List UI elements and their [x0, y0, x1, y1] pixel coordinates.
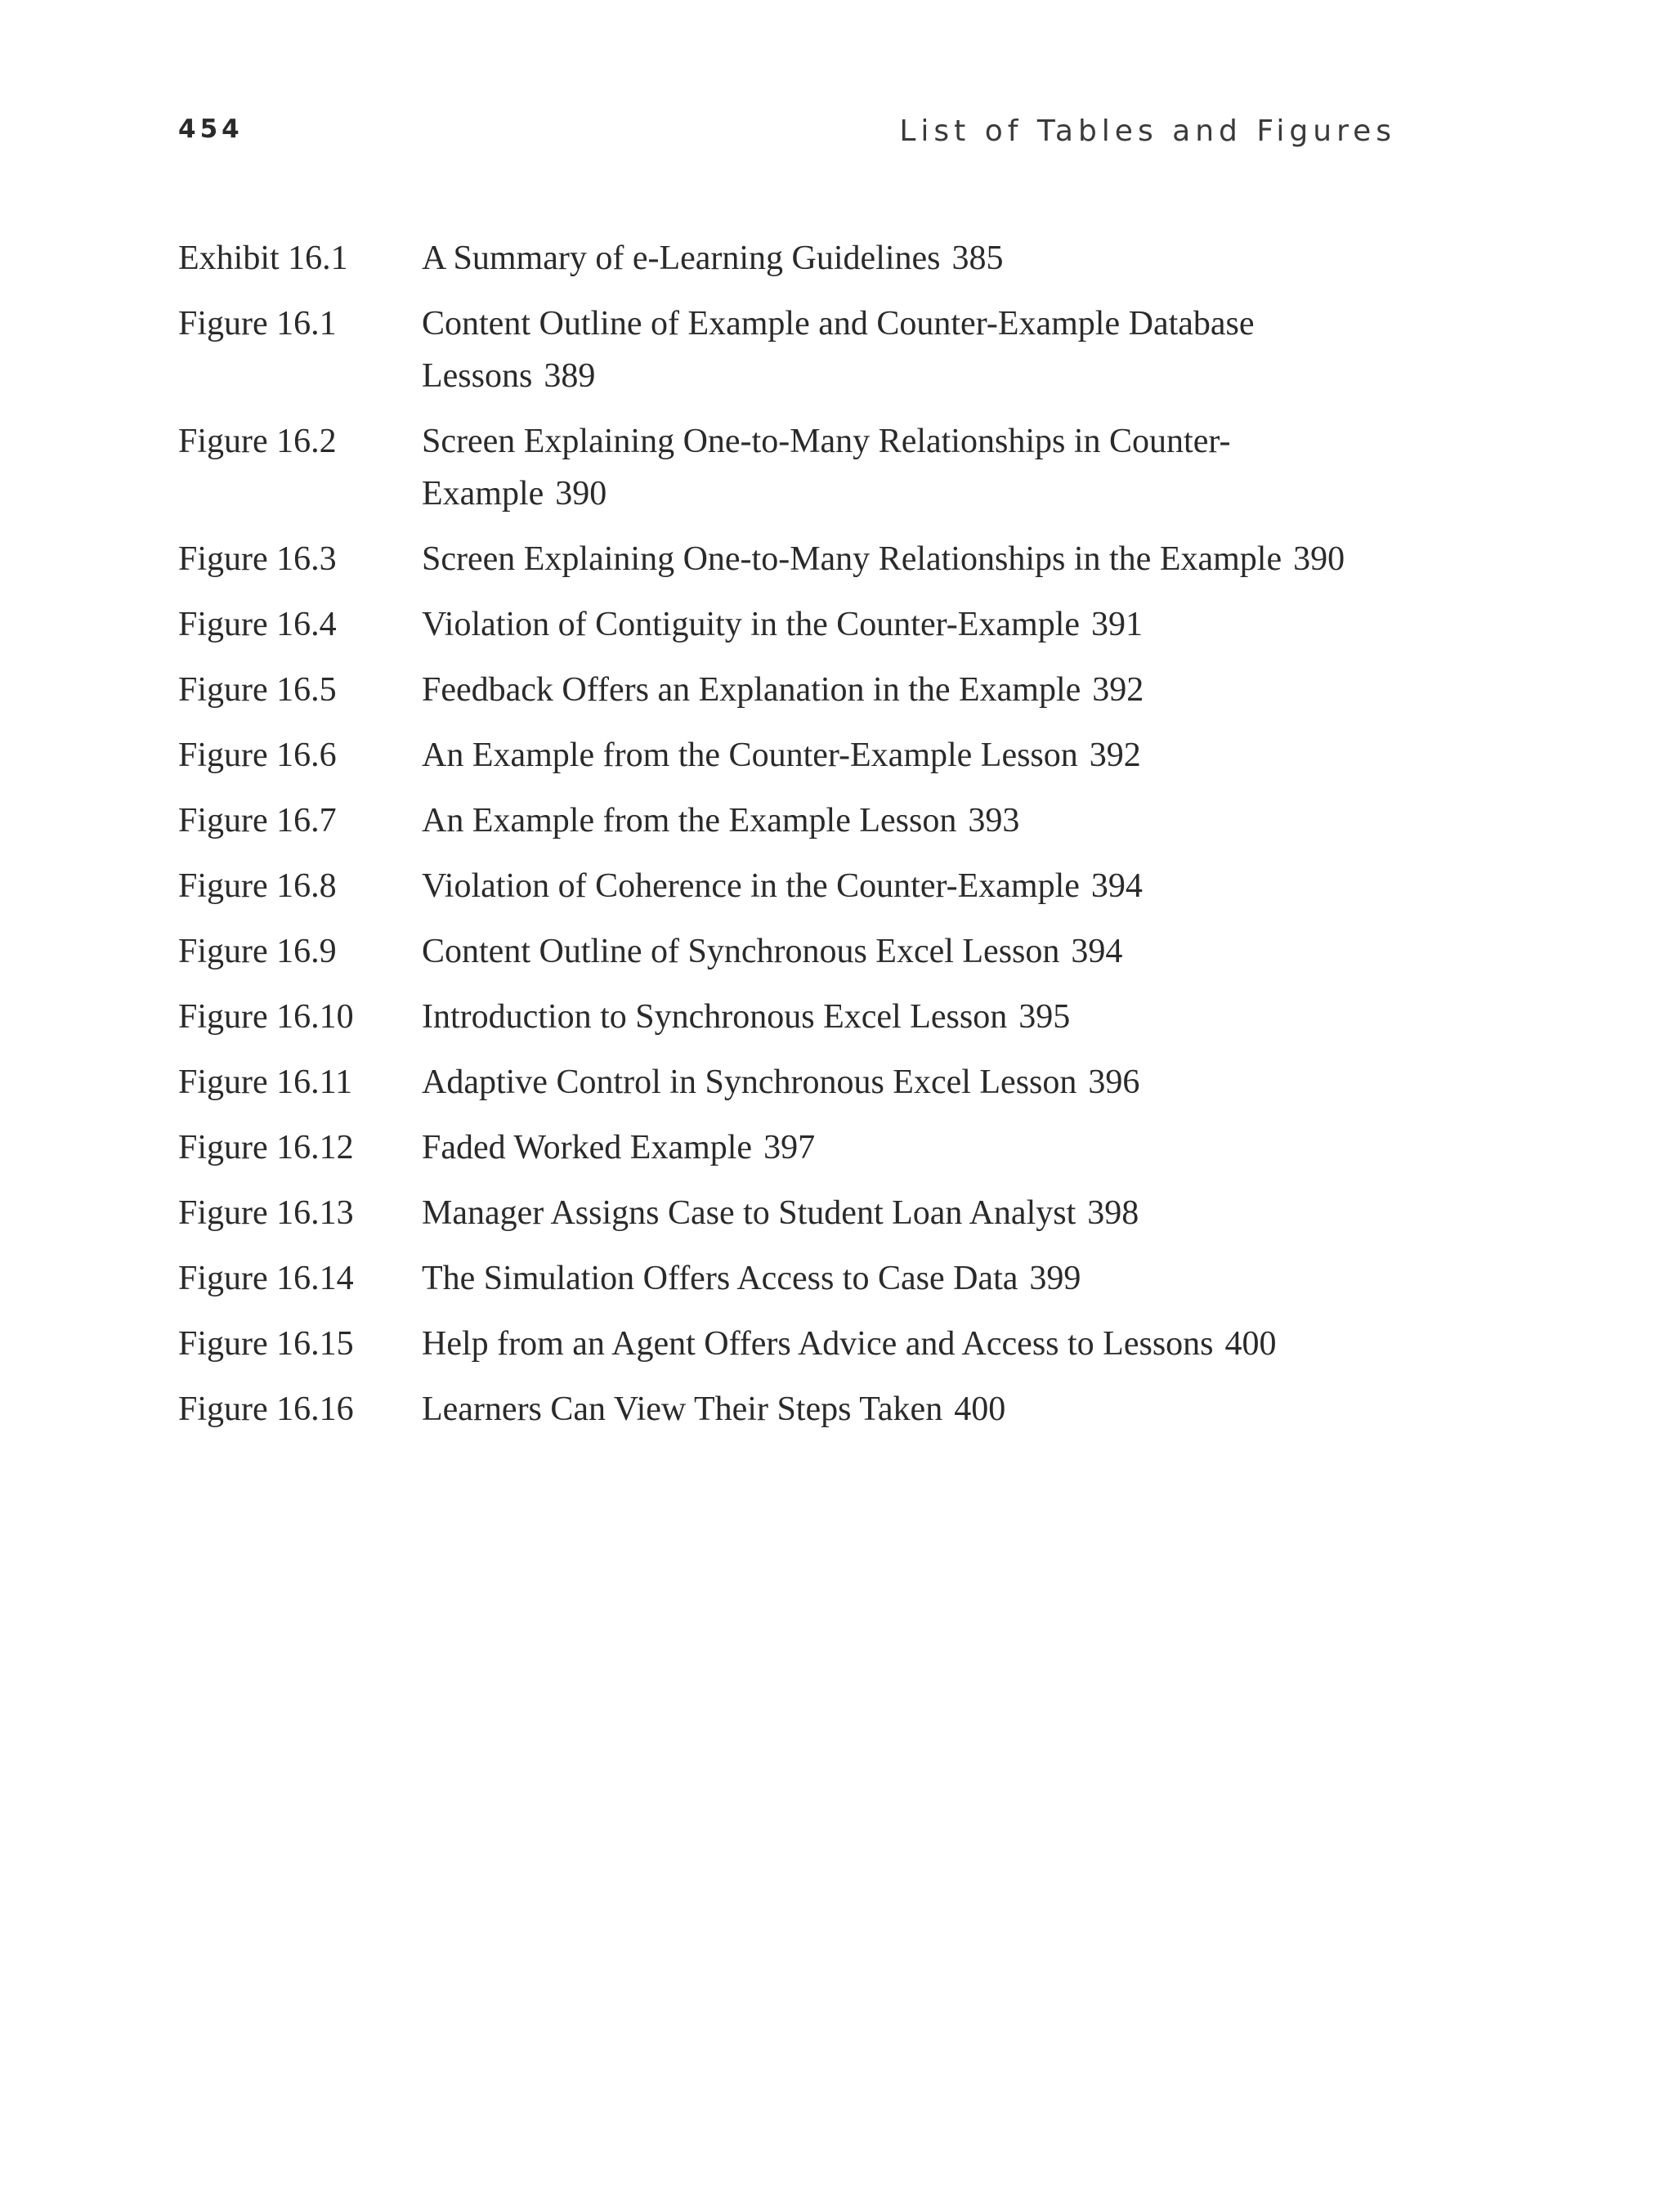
entry-title: An Example from the Counter-Example Lesson	[422, 737, 1078, 774]
entry-text	[422, 1318, 1396, 1370]
entry-text	[422, 925, 1396, 978]
entry-title: Feedback Offers an Explanation in the Example	[422, 671, 1081, 709]
entry-page-number: 398	[1087, 1194, 1139, 1232]
entry-title: Manager Assigns Case to Student Loan Analyst	[422, 1194, 1076, 1232]
list-item	[178, 1318, 1396, 1370]
page-number: 454	[178, 114, 244, 144]
entry-page-number: 400	[1224, 1325, 1277, 1363]
entry-label: Figure 16.8	[178, 867, 337, 905]
entry-text	[422, 298, 1288, 402]
entry-label: Figure 16.7	[178, 802, 337, 840]
entry-label: Figure 16.14	[178, 1260, 354, 1297]
entry-page-number: 392	[1089, 737, 1141, 774]
entry-title: A Summary of e-Learning Guidelines	[422, 240, 941, 277]
entry-label: Figure 16.16	[178, 1390, 354, 1428]
list-item	[178, 598, 1396, 651]
entry-title: An Example from the Example Lesson	[422, 802, 957, 840]
entry-page-number: 395	[1018, 998, 1071, 1036]
entry-label: Figure 16.11	[178, 1063, 353, 1101]
entry-page-number: 389	[544, 357, 596, 395]
list-item	[178, 925, 1396, 978]
entry-text	[422, 1056, 1396, 1108]
entry-text	[422, 860, 1396, 912]
entry-page-number: 396	[1088, 1063, 1140, 1101]
list-item	[178, 1187, 1396, 1239]
entry-label: Figure 16.4	[178, 606, 337, 643]
list-item	[178, 533, 1396, 585]
entry-text	[422, 232, 1396, 284]
entry-page-number: 394	[1090, 867, 1143, 905]
list-item	[178, 991, 1396, 1043]
list-item	[178, 1252, 1396, 1305]
entry-title: Content Outline of Example and Counter-Example Database Lessons	[422, 305, 1255, 395]
list-item	[178, 795, 1396, 847]
entry-text	[422, 1383, 1396, 1435]
entry-page-number: 400	[954, 1390, 1006, 1428]
entry-text	[422, 795, 1396, 847]
entry-title: Introduction to Synchronous Excel Lesson	[422, 998, 1008, 1036]
entry-title: Faded Worked Example	[422, 1129, 753, 1166]
entry-title: Content Outline of Synchronous Excel Lesson	[422, 933, 1060, 970]
entry-label: Figure 16.1	[178, 305, 337, 343]
list-item	[178, 1122, 1396, 1174]
entry-title: Violation of Contiguity in the Counter-Example	[422, 606, 1081, 643]
entry-label: Figure 16.3	[178, 540, 337, 578]
entry-page-number: 391	[1091, 606, 1144, 643]
entry-text	[422, 415, 1288, 520]
entry-page-number: 392	[1092, 671, 1144, 709]
entry-label: Figure 16.10	[178, 998, 354, 1036]
running-head: List of Tables and Figures	[899, 114, 1396, 148]
entry-text	[422, 664, 1396, 716]
entry-text	[422, 991, 1396, 1043]
entry-text	[422, 1187, 1396, 1239]
entry-label: Figure 16.9	[178, 933, 337, 970]
entry-text	[422, 1122, 1396, 1174]
entry-label: Figure 16.12	[178, 1129, 354, 1166]
entry-label: Figure 16.13	[178, 1194, 354, 1232]
list-item	[178, 298, 1396, 402]
entry-title: Learners Can View Their Steps Taken	[422, 1390, 943, 1428]
entry-text	[422, 533, 1396, 585]
list-item	[178, 232, 1396, 284]
entry-title: Help from an Agent Offers Advice and Access to Lessons	[422, 1325, 1214, 1363]
list-item	[178, 729, 1396, 781]
entry-title: The Simulation Offers Access to Case Data	[422, 1260, 1018, 1297]
entry-page-number: 390	[1293, 540, 1345, 578]
entry-label: Figure 16.2	[178, 423, 337, 460]
entry-label: Figure 16.15	[178, 1325, 354, 1363]
entry-page-number: 385	[951, 240, 1004, 277]
entry-page-number: 397	[763, 1129, 816, 1166]
entry-text	[422, 729, 1396, 781]
entry-label: Figure 16.6	[178, 737, 337, 774]
entry-label: Exhibit 16.1	[178, 240, 348, 277]
entry-text	[422, 598, 1396, 651]
list-of-figures	[178, 232, 1396, 1449]
entry-page-number: 399	[1029, 1260, 1081, 1297]
entry-page-number: 394	[1071, 933, 1123, 970]
entry-label: Figure 16.5	[178, 671, 337, 709]
entry-page-number: 390	[555, 475, 607, 513]
entry-text	[422, 1252, 1396, 1305]
entry-title: Screen Explaining One-to-Many Relationships in the Example	[422, 540, 1282, 578]
list-item	[178, 415, 1396, 520]
entry-title: Violation of Coherence in the Counter-Example	[422, 867, 1080, 905]
entry-page-number: 393	[968, 802, 1020, 840]
list-item	[178, 1056, 1396, 1108]
list-item	[178, 664, 1396, 716]
entry-title: Adaptive Control in Synchronous Excel Lesson	[422, 1063, 1077, 1101]
list-item	[178, 860, 1396, 912]
entry-title: Screen Explaining One-to-Many Relationships in Counter-Example	[422, 423, 1231, 513]
list-item	[178, 1383, 1396, 1435]
